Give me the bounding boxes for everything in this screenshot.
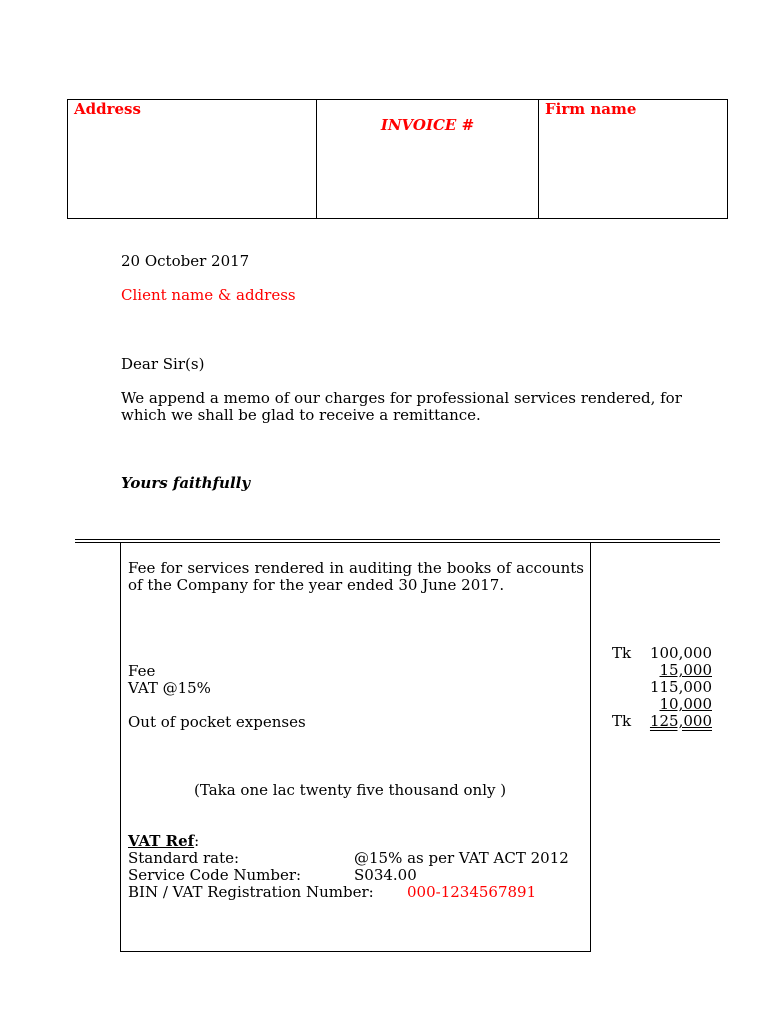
memo-item-fee-label: Fee: [128, 662, 156, 680]
fee-memo-box: [120, 542, 591, 952]
amount-value-vat: 15,000: [659, 661, 712, 679]
amount-value-fee: 100,000: [649, 644, 712, 662]
invoice-number-label: INVOICE #: [380, 116, 475, 134]
standard-rate-value: @15% as per VAT ACT 2012: [354, 849, 569, 867]
bin-value: 000-1234567891: [407, 883, 537, 901]
amount-in-words: (Taka one lac twenty five thousand only ): [194, 781, 507, 799]
memo-item-vat-label: VAT @15%: [128, 679, 211, 697]
vat-ref-heading-colon: :: [194, 832, 200, 850]
vat-ref-heading: [128, 833, 584, 850]
firm-name-cell: [539, 100, 728, 218]
salutation: Dear Sir(s): [121, 355, 205, 373]
amount-row-subtotal: [600, 679, 712, 696]
memo-description: Fee for services rendered in auditing the books of accounts of the Company for the year ended 30 June 2017.: [128, 559, 584, 594]
invoice-header-table: [67, 99, 728, 219]
amount-row-vat: [600, 662, 712, 679]
amount-currency-total: Tk: [612, 712, 632, 730]
address-label: Address: [74, 100, 141, 118]
amount-row-expenses: [600, 696, 712, 713]
service-code-value: S034.00: [354, 866, 417, 884]
closing-signoff: Yours faithfully: [121, 474, 251, 492]
letter-body-line-1: We append a memo of our charges for professional services rendered, for: [121, 389, 682, 407]
vat-ref-heading-text: VAT Ref: [128, 832, 195, 850]
divider-rule-top: [75, 539, 720, 540]
letter-body-line-2: which we shall be glad to receive a remittance.: [121, 406, 481, 424]
amount-value-subtotal: 115,000: [649, 678, 712, 696]
amount-value-expenses: 10,000: [659, 695, 712, 713]
invoice-number-cell: [317, 100, 539, 218]
letter-date: 20 October 2017: [121, 252, 250, 270]
address-cell: [68, 100, 317, 218]
amount-column: [600, 645, 712, 730]
standard-rate-label: Standard rate:: [128, 849, 240, 867]
amount-value-total: 125,000: [649, 712, 712, 730]
firm-name-label: Firm name: [545, 100, 637, 118]
amount-currency-fee: Tk: [612, 644, 632, 662]
bin-label: BIN / VAT Registration Number:: [128, 883, 374, 901]
client-name-address: Client name & address: [121, 286, 296, 304]
amount-row-fee: [600, 645, 712, 662]
amount-row-total: [600, 713, 712, 730]
memo-item-expenses-label: Out of pocket expenses: [128, 713, 306, 731]
service-code-label: Service Code Number:: [128, 866, 302, 884]
